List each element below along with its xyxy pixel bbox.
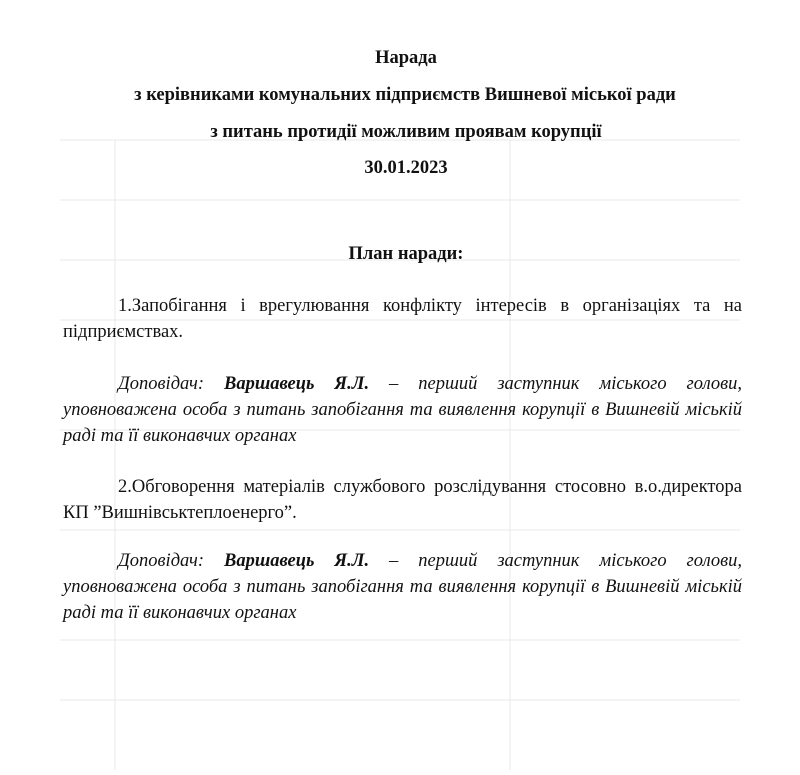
agenda-item-1-speaker <box>63 371 742 449</box>
document-title: Нарада <box>375 48 437 68</box>
plan-heading: План наради: <box>348 244 464 264</box>
speaker-name: Варшавець Я.Л. <box>223 551 370 571</box>
speaker-role: – перший заступник міського голови, уповноважена особа з питань запобігання та виявлення корупції в Вишневій міській раді та її виконавчих органах <box>63 551 743 623</box>
speaker-prefix: Доповідач: <box>118 374 205 394</box>
document-date: 30.01.2023 <box>364 158 448 178</box>
agenda-item-2: 2.Обговорення матеріалів службового розслідування стосовно в.о.директора КП ”Вишнівськтеплоенерго”. <box>63 477 742 523</box>
speaker-name: Варшавець Я.Л. <box>223 374 370 394</box>
agenda-item-2-speaker <box>63 548 742 626</box>
agenda-item-1: 1.Запобігання і врегулювання конфлікту інтересів в організаціях та на підприємствах. <box>63 296 742 342</box>
document-subtitle-line-2: з питань протидії можливим проявам корупції <box>210 122 602 142</box>
speaker-role: – перший заступник міського голови, уповноважена особа з питань запобігання та виявлення корупції в Вишневій міській раді та її виконавчих органах <box>63 374 743 446</box>
speaker-prefix: Доповідач: <box>118 551 205 571</box>
document-subtitle-line-1: з керівниками комунальних підприємств Вишневої міської ради <box>134 85 676 105</box>
reverse-side-show-through <box>60 130 743 770</box>
